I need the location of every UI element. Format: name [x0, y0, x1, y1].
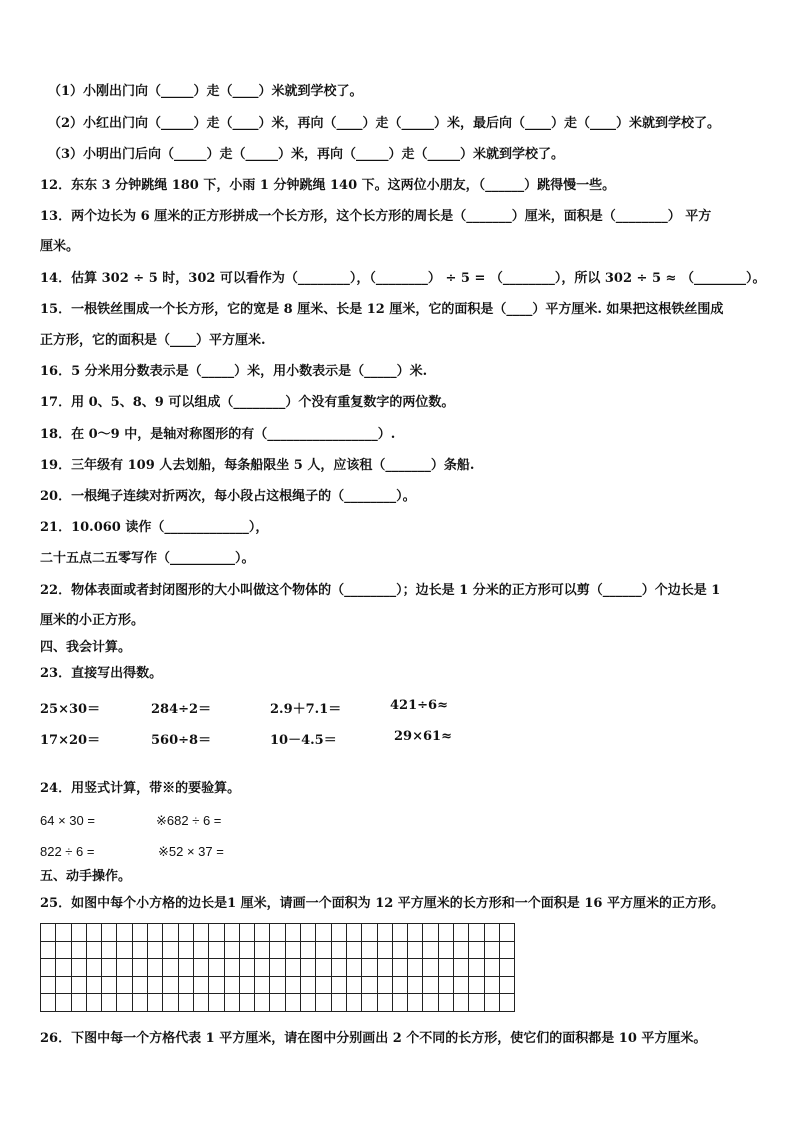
grid-cell [484, 976, 499, 994]
grid-cell [301, 941, 316, 959]
grid-cell [438, 941, 453, 959]
grid-cell [362, 976, 377, 994]
grid-cell [346, 976, 361, 994]
section-4-heading: 四、我会计算。 [40, 640, 132, 655]
calc-item: 421÷6≈ [390, 698, 448, 713]
grid-cell [285, 994, 300, 1012]
grid-cell [41, 941, 56, 959]
grid-table [40, 923, 515, 1012]
grid-cell [270, 976, 285, 994]
calc-item: ※682 ÷ 6 = [156, 813, 222, 828]
grid-cell [362, 994, 377, 1012]
grid-cell [163, 994, 178, 1012]
grid-cell [193, 941, 208, 959]
grid-cell [331, 959, 346, 977]
grid-cell [438, 994, 453, 1012]
grid-cell [239, 924, 254, 942]
grid-cell [132, 941, 147, 959]
grid-row [41, 994, 515, 1012]
grid-cell [148, 959, 163, 977]
grid-cell [193, 994, 208, 1012]
grid-cell [423, 994, 438, 1012]
grid-cell [224, 941, 239, 959]
sub-question-2: （2）小红出门向（_____）走（____）米，再向（____）走（_____）米，最后向（____）走（____）米就到学校了。 [48, 116, 721, 131]
grid-cell [484, 994, 499, 1012]
grid-cell [41, 976, 56, 994]
grid-row [41, 959, 515, 977]
grid-cell [346, 941, 361, 959]
grid-cell [102, 959, 117, 977]
grid-cell [392, 941, 407, 959]
grid-cell [224, 994, 239, 1012]
grid-cell [469, 976, 484, 994]
grid-cell [71, 959, 86, 977]
grid-cell [285, 924, 300, 942]
grid-cell [255, 994, 270, 1012]
grid-cell [148, 994, 163, 1012]
grid-cell [499, 994, 514, 1012]
question-20: 20．一根绳子连续对折两次，每小段占这根绳子的（________）。 [40, 489, 416, 504]
grid-cell [454, 924, 469, 942]
grid-cell [377, 976, 392, 994]
grid-cell [255, 959, 270, 977]
grid-cell [132, 994, 147, 1012]
grid-cell [71, 941, 86, 959]
grid-cell [331, 994, 346, 1012]
grid-cell [132, 959, 147, 977]
grid-cell [117, 976, 132, 994]
calc-item: 2.9＋7.1＝ [270, 702, 342, 717]
question-22-cont: 厘米的小正方形。 [40, 613, 145, 628]
grid-cell [454, 959, 469, 977]
grid-cell [362, 941, 377, 959]
grid-cell [178, 959, 193, 977]
grid-cell [392, 976, 407, 994]
grid-cell [178, 941, 193, 959]
question-16: 16．5 分米用分数表示是（_____）米，用小数表示是（_____）米. [40, 364, 428, 379]
grid-cell [102, 924, 117, 942]
grid-cell [239, 941, 254, 959]
grid-cell [346, 959, 361, 977]
grid-cell [499, 959, 514, 977]
grid-cell [117, 959, 132, 977]
grid-cell [301, 994, 316, 1012]
question-26: 26．下图中每一个方格代表 1 平方厘米，请在图中分别画出 2 个不同的长方形，使它们的面积都是 10 平方厘米。 [40, 1031, 707, 1046]
question-13: 13．两个边长为 6 厘米的正方形拼成一个长方形，这个长方形的周长是（_______）厘米，面积是（________） 平方 [40, 209, 712, 224]
grid-row [41, 924, 515, 942]
grid-cell [56, 924, 71, 942]
grid-cell [86, 924, 101, 942]
grid-cell [270, 924, 285, 942]
grid-cell [438, 924, 453, 942]
grid-cell [285, 959, 300, 977]
grid-cell [86, 994, 101, 1012]
grid-cell [408, 976, 423, 994]
grid-cell [438, 959, 453, 977]
grid-cell [193, 976, 208, 994]
calc-item: 284÷2＝ [151, 702, 212, 717]
section-5-heading: 五、动手操作。 [40, 869, 132, 884]
question-23: 23．直接写出得数。 [40, 666, 163, 681]
grid-cell [86, 959, 101, 977]
grid-cell [71, 924, 86, 942]
grid-cell [423, 924, 438, 942]
grid-cell [117, 941, 132, 959]
grid-cell [117, 994, 132, 1012]
grid-cell [392, 959, 407, 977]
grid-cell [163, 976, 178, 994]
grid-cell [362, 959, 377, 977]
grid-cell [163, 924, 178, 942]
grid-cell [148, 924, 163, 942]
grid-cell [209, 994, 224, 1012]
question-14: 14．估算 302 ÷ 5 时，302 可以看作为（________），（________） ÷ 5 = （________），所以 302 ÷ 5 ≈ （________）。 [40, 271, 766, 286]
grid-cell [392, 924, 407, 942]
grid-cell [331, 976, 346, 994]
grid-cell [270, 994, 285, 1012]
grid-cell [163, 941, 178, 959]
calc-item: 560÷8＝ [151, 733, 212, 748]
grid-cell [41, 924, 56, 942]
grid-cell [346, 924, 361, 942]
question-13-cont: 厘米。 [40, 239, 80, 254]
grid-cell [423, 941, 438, 959]
grid-cell [255, 924, 270, 942]
calc-item: 10－4.5＝ [270, 733, 337, 748]
grid-cell [102, 994, 117, 1012]
grid-cell [408, 994, 423, 1012]
calc-item: 64 × 30 = [40, 813, 95, 828]
grid-cell [224, 924, 239, 942]
grid-cell [239, 959, 254, 977]
grid-cell [178, 976, 193, 994]
grid-cell [454, 941, 469, 959]
grid-cell [239, 994, 254, 1012]
grid-cell [132, 924, 147, 942]
grid-cell [423, 959, 438, 977]
grid-cell [469, 924, 484, 942]
question-17: 17．用 0、5、8、9 可以组成（________）个没有重复数字的两位数。 [40, 395, 455, 410]
grid-cell [377, 924, 392, 942]
grid-cell [438, 976, 453, 994]
grid-cell [301, 976, 316, 994]
grid-cell [41, 959, 56, 977]
grid-cell [270, 941, 285, 959]
grid-cell [499, 976, 514, 994]
grid-cell [71, 994, 86, 1012]
grid-cell [224, 976, 239, 994]
grid-cell [178, 924, 193, 942]
grid-cell [377, 994, 392, 1012]
grid-cell [469, 941, 484, 959]
grid-cell [71, 976, 86, 994]
question-25: 25．如图中每个小方格的边长是1 厘米，请画一个面积为 12 平方厘米的长方形和一个面积是 16 平方厘米的正方形。 [40, 896, 724, 911]
grid-cell [331, 924, 346, 942]
question-22: 22．物体表面或者封闭图形的大小叫做这个物体的（________）；边长是 1 分米的正方形可以剪（______）个边长是 1 [40, 583, 721, 598]
grid-cell [316, 924, 331, 942]
grid-cell [316, 994, 331, 1012]
grid-cell [255, 976, 270, 994]
calc-item: 822 ÷ 6 = [40, 844, 95, 859]
grid-cell [255, 941, 270, 959]
grid-cell [56, 941, 71, 959]
grid-cell [423, 976, 438, 994]
grid-row [41, 941, 515, 959]
grid-cell [148, 941, 163, 959]
question-15-cont: 正方形，它的面积是（____）平方厘米. [40, 333, 266, 348]
grid-cell [499, 924, 514, 942]
grid-cell [484, 941, 499, 959]
grid-cell [316, 959, 331, 977]
grid-cell [285, 941, 300, 959]
grid-cell [469, 959, 484, 977]
grid-cell [270, 959, 285, 977]
question-18: 18．在 0～9 中，是轴对称图形的有（_________________）. [40, 427, 396, 442]
grid-cell [408, 924, 423, 942]
grid-cell [454, 994, 469, 1012]
grid-cell [484, 924, 499, 942]
question-24: 24．用竖式计算，带※的要验算。 [40, 781, 241, 796]
question-12: 12．东东 3 分钟跳绳 180 下，小雨 1 分钟跳绳 140 下。这两位小朋友，（______）跳得慢一些。 [40, 178, 616, 193]
grid-cell [301, 924, 316, 942]
square-grid [40, 923, 515, 1012]
grid-cell [86, 941, 101, 959]
calc-item: 17×20＝ [40, 733, 101, 748]
grid-cell [316, 976, 331, 994]
grid-cell [178, 994, 193, 1012]
grid-cell [41, 994, 56, 1012]
grid-cell [209, 976, 224, 994]
grid-cell [408, 959, 423, 977]
question-19: 19．三年级有 109 人去划船，每条船限坐 5 人，应该租（_______）条船. [40, 458, 475, 473]
grid-row [41, 976, 515, 994]
grid-cell [362, 924, 377, 942]
grid-cell [392, 994, 407, 1012]
grid-cell [56, 959, 71, 977]
grid-cell [316, 941, 331, 959]
grid-cell [377, 941, 392, 959]
grid-cell [209, 924, 224, 942]
grid-cell [301, 959, 316, 977]
grid-cell [193, 924, 208, 942]
grid-cell [499, 941, 514, 959]
grid-cell [209, 959, 224, 977]
grid-cell [56, 976, 71, 994]
sub-question-3: （3）小明出门后向（_____）走（_____）米，再向（_____）走（_____）米就到学校了。 [48, 147, 565, 162]
question-21: 21．10.060 读作（_____________）， [40, 520, 269, 535]
question-15: 15．一根铁丝围成一个长方形，它的宽是 8 厘米、长是 12 厘米，它的面积是（____）平方厘米. 如果把这根铁丝围成 [40, 302, 724, 317]
sub-question-1: （1）小刚出门向（_____）走（____）米就到学校了。 [48, 84, 363, 99]
grid-cell [346, 994, 361, 1012]
grid-cell [285, 976, 300, 994]
grid-cell [193, 959, 208, 977]
grid-cell [86, 976, 101, 994]
grid-cell [239, 976, 254, 994]
grid-cell [484, 959, 499, 977]
calc-item: 25×30＝ [40, 702, 101, 717]
grid-cell [331, 941, 346, 959]
grid-cell [377, 959, 392, 977]
grid-cell [56, 994, 71, 1012]
calc-item: 29×61≈ [394, 729, 452, 744]
grid-cell [454, 976, 469, 994]
grid-cell [163, 959, 178, 977]
grid-cell [102, 941, 117, 959]
grid-cell [224, 959, 239, 977]
question-21-b: 二十五点二五零写作（__________）。 [40, 551, 255, 566]
calc-item: ※52 × 37 = [158, 844, 224, 859]
grid-cell [408, 941, 423, 959]
grid-cell [102, 976, 117, 994]
grid-cell [132, 976, 147, 994]
grid-cell [469, 994, 484, 1012]
grid-cell [148, 976, 163, 994]
grid-cell [209, 941, 224, 959]
grid-cell [117, 924, 132, 942]
